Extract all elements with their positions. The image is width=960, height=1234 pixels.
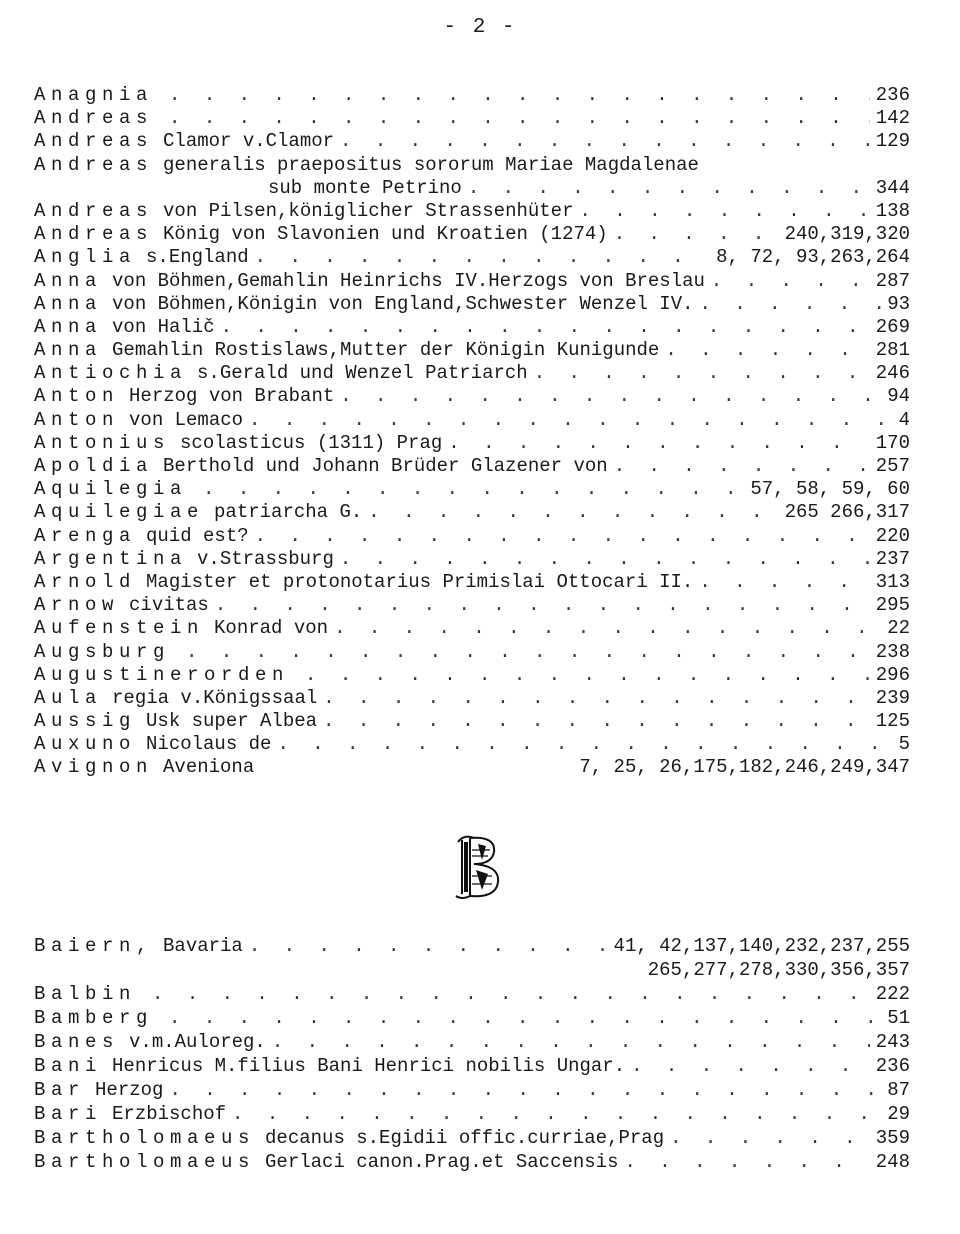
index-entry [34,982,910,1006]
index-entry [34,525,910,548]
index-entry [34,362,910,385]
dot-leader [579,200,869,223]
entry-page-numbers: 8, 72, 93,263,264 [716,246,910,269]
index-entry [34,687,910,710]
entry-description: civitas [129,594,209,617]
index-entry [34,1030,910,1054]
entry-page-numbers: 237 [875,547,910,570]
dot-leader [340,548,870,571]
entry-headword: Anton [34,408,120,431]
index-entry [34,756,910,779]
dot-leader [665,339,869,362]
page-number: - 2 - [443,16,517,39]
entry-headword: Augustinerorden [34,663,290,686]
entry-page-numbers: 29 [887,1103,910,1125]
entry-description: von Böhmen,Gemahlin Heinrichs IV.Herzogs von Breslau [112,269,705,292]
entry-headword: Bartholomaeus [34,1127,256,1149]
entry-headword: Aquilegia [34,478,188,501]
dot-leader [232,1102,881,1126]
entry-headword: Aula [34,686,103,709]
entry-headword: Arenga [34,524,137,547]
dot-leader [186,641,870,664]
dot-leader [277,733,892,756]
entry-headword: Argentina [34,547,188,570]
entry-page-numbers: 87 [887,1079,910,1101]
entry-page-numbers: 287 [875,269,910,292]
entry-headword: Anglia [34,246,137,269]
index-entry [34,1006,910,1030]
entry-headword: Aufenstein [34,617,205,640]
entry-page-numbers: 296 [875,663,910,686]
entry-description: s.England [146,246,249,269]
index-entry [34,385,910,408]
dot-leader [699,571,869,594]
entry-page-numbers: 243 [875,1031,910,1053]
entry-description: s.Gerald und Wenzel Patriarch [197,362,528,385]
entry-page-numbers: 138 [875,199,910,222]
entry-headword: Arnow [34,594,120,617]
index-entry [34,571,910,594]
entry-headword: Banes [34,1031,120,1053]
dot-leader [670,1126,870,1150]
dot-leader [169,1006,881,1030]
index-entry [34,548,910,571]
dot-leader [631,1054,870,1078]
index-entry [34,177,910,200]
index-entry [34,664,910,687]
dot-leader [203,478,744,501]
dot-leader [272,1030,870,1054]
entry-headword: Bari [34,1103,103,1125]
dot-leader [255,525,870,548]
entry-headword: Andreas [34,199,154,222]
entry-headword: Anna [34,315,103,338]
entry-description: Bavaria [163,935,243,957]
dot-leader [614,455,870,478]
index-entry [34,1150,910,1174]
entry-page-numbers: 51 [887,1007,910,1029]
entry-headword: Balbin [34,983,137,1005]
dot-leader [334,617,881,640]
index-entry [34,409,910,432]
index-entry [34,710,910,733]
entry-page-numbers: 220 [875,524,910,547]
entry-description: König von Slavonien und Kroatien (1274) [163,223,608,246]
dot-leader [323,710,870,733]
entry-page-numbers: 22 [887,617,910,640]
entry-description: Clamor v.Clamor [163,130,335,153]
entry-page-numbers: 5 [898,733,910,756]
entry-headword: Aussig [34,710,137,733]
entry-headword: Apoldia [34,455,154,477]
entry-description: von Lemaco [129,408,244,431]
entry-description: Herzog von Brabant [129,385,335,408]
entry-page-numbers: 170 [875,431,910,454]
dot-leader [169,107,870,130]
index-entry [34,130,910,153]
entry-description: Nicolaus de [146,733,272,756]
entry-description: Henricus M.filius Bani Henrici nobilis Ungar. [112,1055,626,1077]
entry-page-numbers: 265,277,278,330,356,357 [647,959,910,981]
index-entry [34,339,910,362]
entry-page-numbers: 41, 42,137,140,232,237,255 [613,935,910,957]
dot-leader [249,934,608,958]
entry-page-numbers: 7, 25, 26,175,182,246,249,347 [579,756,910,779]
entry-headword: Andreas [34,223,154,246]
index-entry [34,432,910,455]
dot-leader [255,246,711,269]
dot-leader [340,130,870,153]
entry-headword: Baiern, [34,935,154,957]
entry-description: sub monte Petrino [268,176,462,199]
index-entry [34,1102,910,1126]
entry-description: Magister et protonotarius Primislai Ottocari II. [146,570,694,593]
dot-leader [614,223,779,246]
dot-leader [249,409,893,432]
entry-headword: Andreas [34,107,154,130]
entry-description: regia v.Königssaal [112,686,318,709]
entry-headword: Bar [34,1079,86,1101]
index-section-b [34,934,910,1174]
entry-headword: Bani [34,1055,103,1077]
entry-description: Aveniona [163,756,255,779]
entry-description: generalis praepositus sororum Mariae Magdalenae [163,153,699,176]
index-entry [34,107,910,130]
entry-description: Gerlaci canon.Prag.et Saccensis [265,1151,619,1173]
entry-description: von Pilsen,königlicher Strassenhüter [163,199,574,222]
entry-headword: Augsburg [34,640,171,663]
entry-description: Erzbischof [112,1103,227,1125]
entry-headword: Bamberg [34,1007,154,1029]
entry-headword: Anna [34,339,103,362]
entry-description: decanus s.Egidii offic.curriae,Prag [265,1127,665,1149]
entry-headword: Anagnia [34,84,154,106]
entry-page-numbers: 222 [875,983,910,1005]
blackletter-B-initial-icon [452,830,508,906]
dot-leader [368,501,778,524]
entry-description: Herzog [95,1079,164,1101]
index-entry [34,84,910,107]
index-entry [34,617,910,640]
entry-headword: Avignon [34,756,154,779]
entry-page-numbers: 142 [875,107,910,130]
entry-page-numbers: 344 [875,176,910,199]
entry-headword: Anna [34,292,103,315]
dot-leader [711,270,870,293]
entry-page-numbers: 281 [875,339,910,362]
dot-leader [169,1078,881,1102]
index-section-a [34,84,910,780]
entry-description: Konrad von [214,617,329,640]
index-entry [34,733,910,756]
entry-page-numbers: 4 [898,408,910,431]
index-entry [34,1054,910,1078]
index-entry [34,270,910,293]
dot-leader [215,594,870,617]
index-entry [34,455,910,478]
dot-leader [534,362,870,385]
index-entry [34,293,910,316]
entry-description: Gemahlin Rostislaws,Mutter der Königin Kunigunde [112,339,660,362]
entry-headword: Arnold [34,570,137,593]
entry-page-numbers: 236 [875,1055,910,1077]
index-entry [34,1078,910,1102]
index-entry [34,934,910,958]
entry-headword: Bartholomaeus [34,1151,256,1173]
dot-leader [152,982,870,1006]
entry-page-numbers: 313 [875,570,910,593]
index-entry [34,641,910,664]
entry-headword: Andreas [34,153,154,176]
entry-page-numbers: 94 [887,385,910,408]
dot-leader [305,664,870,687]
entry-description: quid est? [146,524,249,547]
dot-leader [169,84,870,107]
entry-page-numbers: 239 [875,686,910,709]
entry-page-numbers: 257 [875,455,910,477]
index-entry [34,154,910,177]
entry-description: v.m.Auloreg. [129,1031,266,1053]
entry-page-numbers: 359 [875,1127,910,1149]
dot-leader [468,177,870,200]
entry-description: von Halič [112,315,215,338]
entry-headword: Anton [34,385,120,408]
entry-page-numbers: 248 [875,1151,910,1173]
dot-leader [700,293,882,316]
entry-headword: Antonius [34,431,171,454]
entry-description: Berthold und Johann Brüder Glazener von [163,455,608,477]
dot-leader [221,316,870,339]
entry-page-numbers: 295 [875,594,910,617]
entry-description: scolasticus (1311) Prag [180,431,443,454]
dot-leader [340,385,881,408]
index-entry [34,246,910,269]
entry-page-numbers: 265 266,317 [784,501,910,524]
index-entry [34,594,910,617]
entry-page-numbers: 246 [875,362,910,385]
entry-description: patriarcha G. [214,501,363,524]
entry-headword: Aquilegiae [34,501,205,524]
index-entry [34,1126,910,1150]
entry-description: Usk super Albea [146,710,318,733]
index-entry [34,223,910,246]
entry-headword: Auxuno [34,733,137,756]
dot-leader [448,432,870,455]
entry-headword: Anna [34,269,103,292]
dot-leader [323,687,870,710]
index-entry [34,316,910,339]
entry-page-numbers: 57, 58, 59, 60 [750,478,910,501]
entry-headword: Andreas [34,130,154,153]
entry-page-numbers: 129 [875,130,910,153]
entry-page-numbers: 269 [875,315,910,338]
entry-headword: Antiochia [34,362,188,385]
index-entry [34,200,910,223]
entry-description: von Böhmen,Königin von England,Schwester Wenzel IV. [112,292,694,315]
index-entry [34,958,910,982]
entry-page-numbers: 238 [875,640,910,663]
index-entry [34,478,910,501]
entry-page-numbers: 236 [875,84,910,106]
entry-description: v.Strassburg [197,547,334,570]
entry-page-numbers: 93 [887,292,910,315]
entry-page-numbers: 240,319,320 [784,223,910,246]
index-entry [34,501,910,524]
entry-page-numbers: 125 [875,710,910,733]
dot-leader [625,1150,870,1174]
